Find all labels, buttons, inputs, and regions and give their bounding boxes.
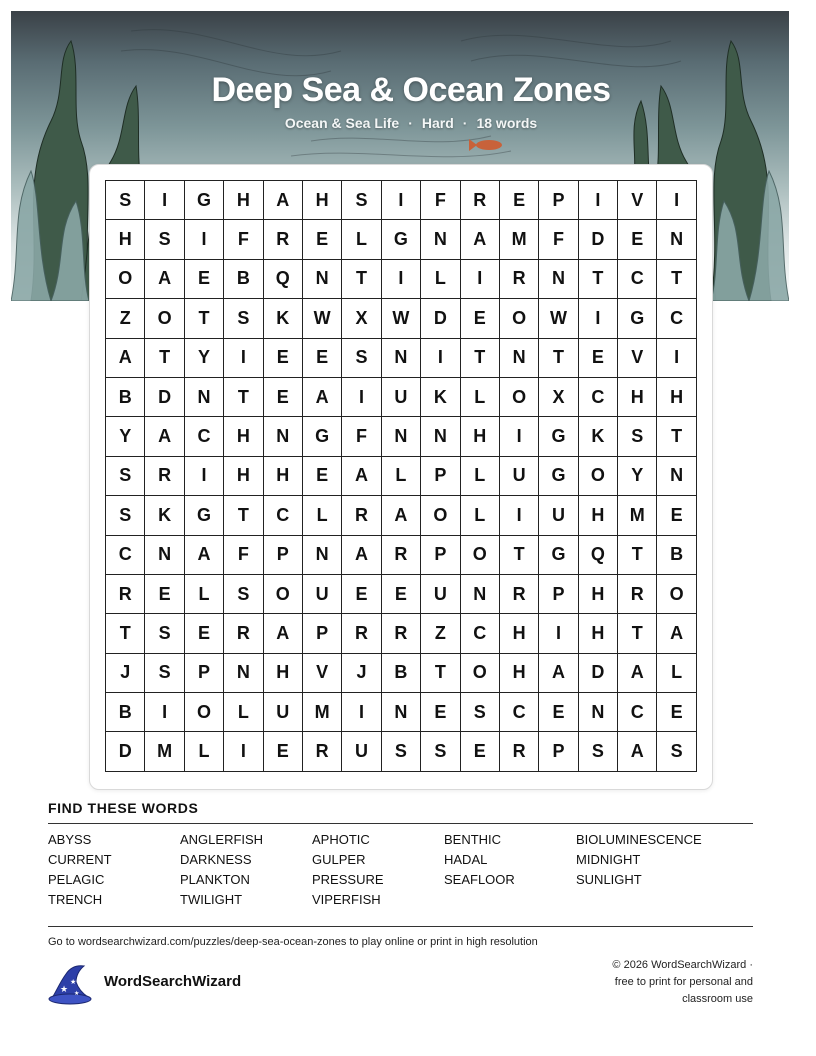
grid-cell[interactable]: Z (106, 299, 145, 338)
page-title: Deep Sea & Ocean Zones (211, 71, 611, 109)
grid-cell[interactable]: I (539, 614, 578, 653)
grid-cell[interactable]: N (185, 378, 224, 417)
grid-cell[interactable]: B (382, 654, 421, 693)
grid-cell[interactable]: R (618, 575, 657, 614)
puzzle-card (89, 164, 713, 790)
word-item: GULPER (312, 852, 366, 867)
word-item: SEAFLOOR (444, 872, 515, 887)
footer-link-text[interactable]: Go to wordsearchwizard.com/puzzles/deep-sea-ocean-zones to play online or print in high resolution (48, 936, 538, 948)
grid-cell[interactable]: C (579, 378, 618, 417)
grid-cell[interactable]: G (539, 457, 578, 496)
word-item: PELAGIC (48, 872, 105, 887)
grid-cell[interactable]: G (303, 417, 342, 456)
grid-cell[interactable]: R (145, 457, 184, 496)
grid-cell[interactable]: M (303, 693, 342, 732)
grid-cell[interactable]: R (382, 536, 421, 575)
grid-cell[interactable]: N (500, 339, 539, 378)
grid-cell[interactable]: C (657, 299, 696, 338)
copyright-notice (553, 957, 753, 1008)
word-item: PRESSURE (312, 872, 384, 887)
word-item: PLANKTON (180, 872, 250, 887)
svg-text:★: ★ (60, 985, 69, 995)
word-count-label: 18 words (476, 115, 538, 131)
grid-cell[interactable]: G (185, 181, 224, 220)
grid-cell[interactable]: A (461, 220, 500, 259)
grid-cell[interactable]: E (461, 732, 500, 771)
grid-cell[interactable]: P (539, 575, 578, 614)
grid-cell[interactable]: R (500, 575, 539, 614)
grid-cell[interactable]: R (224, 614, 263, 653)
grid-cell[interactable]: I (185, 220, 224, 259)
grid-cell[interactable]: A (342, 536, 381, 575)
grid-cell[interactable]: N (579, 693, 618, 732)
grid-cell[interactable]: A (145, 417, 184, 456)
grid-cell[interactable]: U (500, 457, 539, 496)
grid-cell[interactable]: E (618, 220, 657, 259)
grid-cell[interactable]: E (539, 693, 578, 732)
grid-cell[interactable]: C (106, 536, 145, 575)
grid-cell[interactable]: U (539, 496, 578, 535)
grid-cell[interactable]: A (382, 496, 421, 535)
grid-cell[interactable]: H (224, 417, 263, 456)
grid-cell[interactable]: E (382, 575, 421, 614)
grid-cell[interactable]: I (657, 339, 696, 378)
grid-cell[interactable]: T (224, 378, 263, 417)
grid-cell[interactable]: H (264, 654, 303, 693)
word-item: ANGLERFISH (180, 832, 264, 847)
grid-cell[interactable]: H (264, 457, 303, 496)
grid-cell[interactable]: U (342, 732, 381, 771)
grid-cell[interactable]: A (264, 181, 303, 220)
grid-cell[interactable]: I (579, 299, 618, 338)
grid-cell[interactable]: I (224, 339, 263, 378)
grid-cell[interactable]: E (303, 457, 342, 496)
grid-cell[interactable]: U (303, 575, 342, 614)
grid-cell[interactable]: O (579, 457, 618, 496)
grid-cell[interactable]: R (342, 614, 381, 653)
grid-cell[interactable]: A (303, 378, 342, 417)
grid-cell[interactable]: H (224, 181, 263, 220)
grid-cell[interactable]: R (461, 181, 500, 220)
grid-cell[interactable]: H (579, 575, 618, 614)
grid-cell[interactable]: K (579, 417, 618, 456)
grid-cell[interactable]: D (106, 732, 145, 771)
brand-name: WordSearchWizard (104, 973, 242, 990)
category-label: Ocean & Sea Life (284, 115, 400, 131)
grid-cell[interactable]: W (303, 299, 342, 338)
grid-cell[interactable]: N (303, 260, 342, 299)
grid-cell[interactable]: L (461, 496, 500, 535)
grid-cell[interactable]: E (185, 260, 224, 299)
divider (48, 926, 753, 927)
grid-cell[interactable]: Y (185, 339, 224, 378)
letter-grid[interactable] (105, 180, 697, 772)
grid-cell[interactable]: L (421, 260, 460, 299)
grid-cell[interactable]: B (106, 693, 145, 732)
grid-cell[interactable]: S (224, 299, 263, 338)
grid-cell[interactable]: N (145, 536, 184, 575)
grid-cell[interactable]: T (657, 417, 696, 456)
grid-cell[interactable]: F (224, 220, 263, 259)
grid-cell[interactable]: H (224, 457, 263, 496)
grid-cell[interactable]: G (382, 220, 421, 259)
grid-cell[interactable]: H (579, 496, 618, 535)
grid-cell[interactable]: A (657, 614, 696, 653)
grid-cell[interactable]: A (106, 339, 145, 378)
grid-cell[interactable]: W (539, 299, 578, 338)
grid-cell[interactable]: K (421, 378, 460, 417)
grid-cell[interactable]: I (382, 181, 421, 220)
grid-cell[interactable]: E (264, 378, 303, 417)
meta-separator: · (408, 115, 413, 131)
grid-cell[interactable]: S (382, 732, 421, 771)
grid-cell[interactable]: F (421, 181, 460, 220)
word-item: CURRENT (48, 852, 112, 867)
grid-cell[interactable]: T (618, 614, 657, 653)
grid-cell[interactable]: H (106, 220, 145, 259)
grid-cell[interactable]: E (342, 575, 381, 614)
grid-cell[interactable]: S (421, 732, 460, 771)
grid-cell[interactable]: A (618, 732, 657, 771)
grid-cell[interactable]: O (145, 299, 184, 338)
grid-cell[interactable]: C (500, 693, 539, 732)
grid-cell[interactable]: S (145, 614, 184, 653)
grid-cell[interactable]: E (145, 575, 184, 614)
grid-cell[interactable]: B (657, 536, 696, 575)
grid-cell[interactable]: I (579, 181, 618, 220)
grid-cell[interactable]: A (618, 654, 657, 693)
grid-cell[interactable]: N (657, 457, 696, 496)
grid-cell[interactable]: I (657, 181, 696, 220)
grid-cell[interactable]: S (618, 417, 657, 456)
grid-cell[interactable]: O (185, 693, 224, 732)
grid-cell[interactable]: Y (106, 417, 145, 456)
grid-cell[interactable]: L (657, 654, 696, 693)
word-item: HADAL (444, 852, 488, 867)
grid-cell[interactable]: N (224, 654, 263, 693)
grid-cell[interactable]: O (264, 575, 303, 614)
grid-cell[interactable]: W (382, 299, 421, 338)
grid-cell[interactable]: T (657, 260, 696, 299)
grid-cell[interactable]: N (657, 220, 696, 259)
divider (48, 823, 753, 824)
grid-cell[interactable]: T (342, 260, 381, 299)
grid-cell[interactable]: N (421, 417, 460, 456)
copyright-line: classroom use (682, 993, 753, 1005)
grid-cell[interactable]: O (500, 299, 539, 338)
grid-cell[interactable]: Q (264, 260, 303, 299)
grid-cell[interactable]: G (539, 417, 578, 456)
grid-cell[interactable]: N (539, 260, 578, 299)
grid-cell[interactable]: E (579, 339, 618, 378)
grid-cell[interactable]: A (539, 654, 578, 693)
grid-cell[interactable]: L (382, 457, 421, 496)
grid-cell[interactable]: N (382, 339, 421, 378)
grid-cell[interactable]: N (461, 575, 500, 614)
grid-cell[interactable]: U (421, 575, 460, 614)
grid-cell[interactable]: C (618, 693, 657, 732)
grid-cell[interactable]: F (224, 536, 263, 575)
grid-cell[interactable]: T (224, 496, 263, 535)
grid-cell[interactable]: X (539, 378, 578, 417)
grid-cell[interactable]: R (106, 575, 145, 614)
grid-cell[interactable]: S (145, 220, 184, 259)
grid-cell[interactable]: H (618, 378, 657, 417)
grid-cell[interactable]: F (539, 220, 578, 259)
svg-text:★: ★ (70, 978, 77, 986)
grid-cell[interactable]: D (421, 299, 460, 338)
grid-cell[interactable]: D (579, 654, 618, 693)
grid-cell[interactable]: G (185, 496, 224, 535)
grid-cell[interactable]: S (342, 339, 381, 378)
grid-cell[interactable]: V (618, 339, 657, 378)
grid-cell[interactable]: G (539, 536, 578, 575)
grid-cell[interactable]: Q (579, 536, 618, 575)
word-item: ABYSS (48, 832, 92, 847)
grid-cell[interactable]: L (303, 496, 342, 535)
grid-cell[interactable]: T (579, 260, 618, 299)
grid-cell[interactable]: N (382, 693, 421, 732)
grid-cell[interactable]: R (500, 732, 539, 771)
grid-cell[interactable]: R (500, 260, 539, 299)
grid-cell[interactable]: N (303, 536, 342, 575)
grid-cell[interactable]: S (106, 496, 145, 535)
grid-cell[interactable]: D (579, 220, 618, 259)
word-item: DARKNESS (180, 852, 252, 867)
grid-cell[interactable]: O (461, 536, 500, 575)
grid-cell[interactable]: O (657, 575, 696, 614)
grid-cell[interactable]: P (421, 457, 460, 496)
word-item: SUNLIGHT (576, 872, 642, 887)
grid-cell[interactable]: M (145, 732, 184, 771)
grid-cell[interactable]: U (382, 378, 421, 417)
grid-cell[interactable]: R (303, 732, 342, 771)
grid-cell[interactable]: S (145, 654, 184, 693)
grid-cell[interactable]: A (145, 260, 184, 299)
grid-cell[interactable]: N (382, 417, 421, 456)
wizard-hat-icon (46, 962, 94, 1006)
grid-cell[interactable]: I (342, 378, 381, 417)
puzzle-meta (11, 115, 789, 131)
grid-cell[interactable]: O (106, 260, 145, 299)
svg-text:★: ★ (74, 990, 80, 997)
word-list (48, 832, 753, 908)
grid-cell[interactable]: P (539, 181, 578, 220)
grid-cell[interactable]: S (579, 732, 618, 771)
grid-cell[interactable]: S (106, 457, 145, 496)
grid-cell[interactable]: P (421, 536, 460, 575)
grid-cell[interactable]: L (185, 732, 224, 771)
grid-cell[interactable]: C (264, 496, 303, 535)
grid-cell[interactable]: R (342, 496, 381, 535)
grid-cell[interactable]: I (145, 693, 184, 732)
grid-cell[interactable]: N (421, 220, 460, 259)
grid-cell[interactable]: S (106, 181, 145, 220)
grid-cell[interactable]: T (106, 614, 145, 653)
grid-cell[interactable]: I (145, 181, 184, 220)
grid-cell[interactable]: U (264, 693, 303, 732)
grid-cell[interactable]: I (461, 260, 500, 299)
grid-cell[interactable]: T (500, 536, 539, 575)
grid-cell[interactable]: T (421, 654, 460, 693)
grid-cell[interactable]: S (224, 575, 263, 614)
grid-cell[interactable]: L (461, 457, 500, 496)
grid-cell[interactable]: E (303, 220, 342, 259)
grid-cell[interactable]: H (657, 378, 696, 417)
word-item: BENTHIC (444, 832, 502, 847)
word-item: APHOTIC (312, 832, 370, 847)
grid-cell[interactable]: H (500, 654, 539, 693)
grid-cell[interactable]: B (106, 378, 145, 417)
grid-cell[interactable]: A (342, 457, 381, 496)
grid-cell[interactable]: I (185, 457, 224, 496)
grid-cell[interactable]: O (421, 496, 460, 535)
grid-cell[interactable]: H (461, 417, 500, 456)
grid-cell[interactable]: V (303, 654, 342, 693)
word-list-heading: FIND THESE WORDS (48, 800, 199, 816)
grid-cell[interactable]: O (461, 654, 500, 693)
grid-cell[interactable]: I (382, 260, 421, 299)
grid-cell[interactable]: T (185, 299, 224, 338)
grid-cell[interactable]: T (618, 536, 657, 575)
grid-cell[interactable]: T (145, 339, 184, 378)
grid-cell[interactable]: E (461, 299, 500, 338)
grid-cell[interactable]: V (618, 181, 657, 220)
grid-cell[interactable]: S (342, 181, 381, 220)
grid-cell[interactable]: H (579, 614, 618, 653)
meta-separator: · (462, 115, 468, 131)
grid-cell[interactable]: T (461, 339, 500, 378)
grid-cell[interactable]: M (618, 496, 657, 535)
copyright-line: free to print for personal and (614, 976, 753, 988)
grid-cell[interactable]: K (264, 299, 303, 338)
grid-cell[interactable]: J (106, 654, 145, 693)
grid-cell[interactable]: P (185, 654, 224, 693)
grid-cell[interactable]: J (342, 654, 381, 693)
word-item: TRENCH (48, 892, 103, 907)
grid-cell[interactable]: I (500, 417, 539, 456)
grid-cell[interactable]: R (382, 614, 421, 653)
grid-cell[interactable]: S (657, 732, 696, 771)
grid-cell[interactable]: F (342, 417, 381, 456)
word-item: TWILIGHT (180, 892, 243, 907)
grid-cell[interactable]: C (461, 614, 500, 653)
grid-cell[interactable]: E (264, 732, 303, 771)
grid-cell[interactable]: E (657, 496, 696, 535)
grid-cell[interactable]: L (342, 220, 381, 259)
grid-cell[interactable]: L (224, 693, 263, 732)
grid-cell[interactable]: N (264, 417, 303, 456)
grid-cell[interactable]: G (618, 299, 657, 338)
grid-cell[interactable]: B (224, 260, 263, 299)
grid-cell[interactable]: M (500, 220, 539, 259)
difficulty-label: Hard (421, 115, 454, 131)
grid-cell[interactable]: Z (421, 614, 460, 653)
grid-cell[interactable]: H (500, 614, 539, 653)
grid-cell[interactable]: L (461, 378, 500, 417)
grid-cell[interactable]: C (185, 417, 224, 456)
grid-cell[interactable]: E (264, 339, 303, 378)
grid-cell[interactable]: I (500, 496, 539, 535)
grid-cell[interactable]: R (264, 220, 303, 259)
grid-cell[interactable]: I (224, 732, 263, 771)
grid-cell[interactable]: E (185, 614, 224, 653)
grid-cell[interactable]: E (500, 181, 539, 220)
word-item: VIPERFISH (312, 892, 381, 907)
grid-cell[interactable]: E (303, 339, 342, 378)
grid-cell[interactable]: A (264, 614, 303, 653)
fish-icon (469, 139, 502, 151)
copyright-line: © 2026 WordSearchWizard · (612, 959, 753, 971)
grid-cell[interactable]: I (421, 339, 460, 378)
word-item: BIOLUMINESCENCE (576, 832, 702, 847)
grid-cell[interactable]: C (618, 260, 657, 299)
grid-cell[interactable]: P (539, 732, 578, 771)
grid-cell[interactable]: S (461, 693, 500, 732)
grid-cell[interactable]: A (185, 536, 224, 575)
grid-cell[interactable]: X (342, 299, 381, 338)
grid-cell[interactable]: E (657, 693, 696, 732)
grid-cell[interactable]: Y (618, 457, 657, 496)
grid-cell[interactable]: E (421, 693, 460, 732)
grid-cell[interactable]: P (264, 536, 303, 575)
grid-cell[interactable]: H (303, 181, 342, 220)
grid-cell[interactable]: T (539, 339, 578, 378)
grid-cell[interactable]: P (303, 614, 342, 653)
word-item: MIDNIGHT (576, 852, 641, 867)
grid-cell[interactable]: I (342, 693, 381, 732)
grid-cell[interactable]: D (145, 378, 184, 417)
grid-cell[interactable]: O (500, 378, 539, 417)
grid-cell[interactable]: K (145, 496, 184, 535)
grid-cell[interactable]: L (185, 575, 224, 614)
